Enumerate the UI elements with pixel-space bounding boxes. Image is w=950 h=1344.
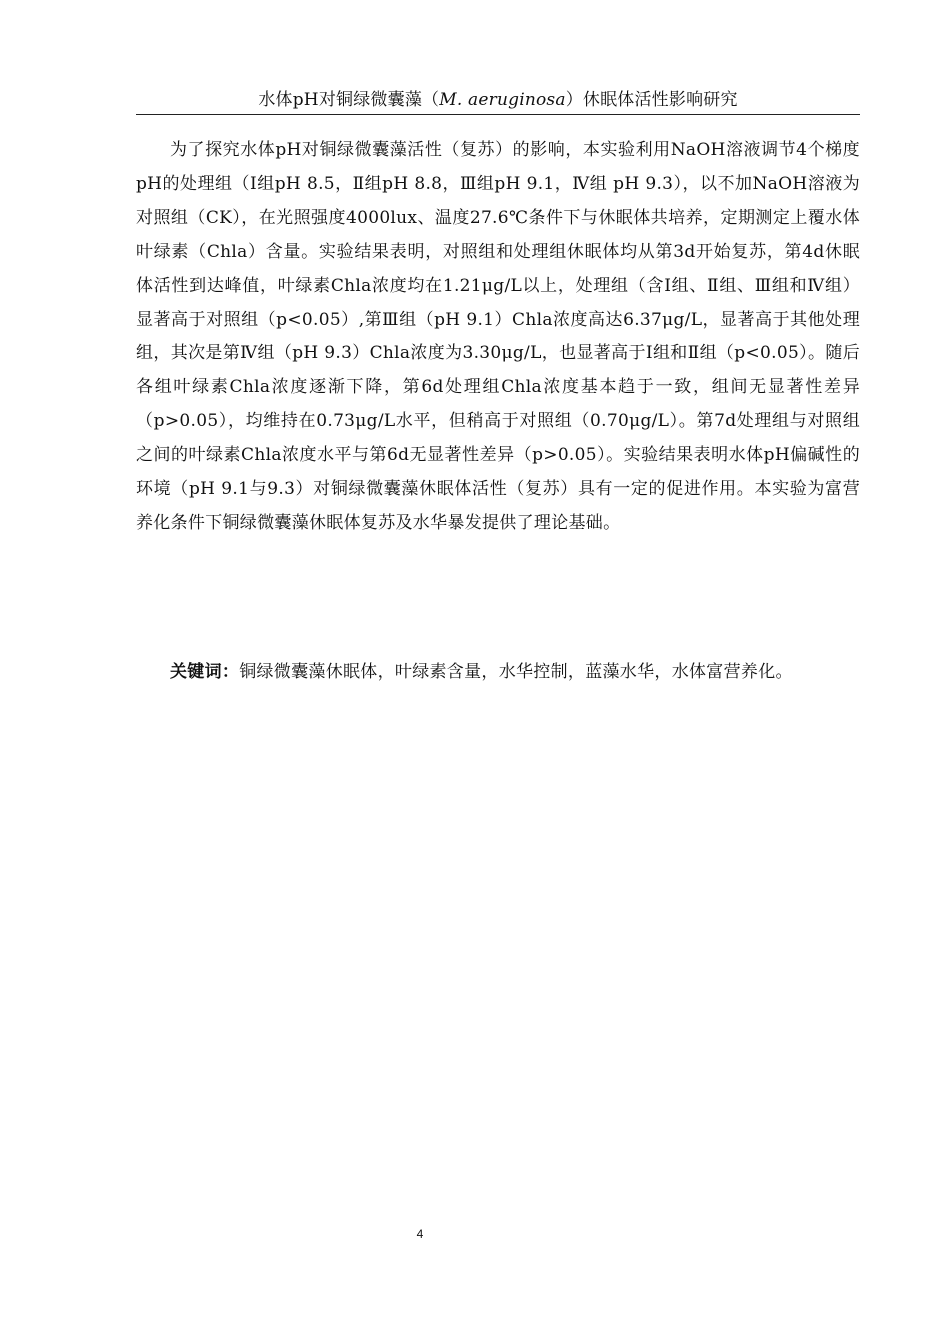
header-species-name: M. aeruginosa bbox=[439, 90, 566, 110]
running-header bbox=[136, 88, 860, 112]
abstract-paragraph: 为了探究水体pH对铜绿微囊藻活性（复苏）的影响，本实验利用NaOH溶液调节4个梯度pH的处理组（Ⅰ组pH 8.5，Ⅱ组pH 8.8，Ⅲ组pH 9.1，Ⅳ组 pH 9.3），以不加NaOH溶液为对照组（CK），在光照强度4000lux、温度27.6℃条件下与休眠体共培养，定期测定上覆水体叶绿素（Chla）含量。实验结果表明，对照组和处理组休眠体均从第3d开始复苏，第4d休眠体活性到达峰值，叶绿素Chla浓度均在1.21μg/L以上，处理组（含Ⅰ组、Ⅱ组、Ⅲ组和Ⅳ组）显著高于对照组（p<0.05）,第Ⅲ组（pH 9.1）Chla浓度高达6.37μg/L，显著高于其他处理组，其次是第Ⅳ组（pH 9.3）Chla浓度为3.30μg/L，也显著高于Ⅰ组和Ⅱ组（p<0.05）。随后各组叶绿素Chla浓度逐渐下降，第6d处理组Chla浓度基本趋于一致，组间无显著性差异（p>0.05），均维持在0.73μg/L水平，但稍高于对照组（0.70μg/L）。第7d处理组与对照组之间的叶绿素Chla浓度水平与第6d无显著性差异（p>0.05）。实验结果表明水体pH偏碱性的环境（pH 9.1与9.3）对铜绿微囊藻休眠体活性（复苏）具有一定的促进作用。本实验为富营养化条件下铜绿微囊藻休眠体复苏及水华暴发提供了理论基础。 bbox=[136, 140, 860, 533]
page-number: 4 bbox=[416, 1227, 424, 1241]
header-title-suffix: ）休眠体活性影响研究 bbox=[565, 90, 738, 110]
keywords-label: 关键词： bbox=[170, 662, 240, 682]
header-rule bbox=[136, 114, 860, 115]
header-title-prefix: 水体pH对铜绿微囊藻（ bbox=[258, 90, 440, 110]
keywords-paragraph bbox=[136, 656, 860, 690]
keywords-text: 铜绿微囊藻休眠体，叶绿素含量，水华控制，蓝藻水华，水体富营养化。 bbox=[239, 662, 793, 682]
